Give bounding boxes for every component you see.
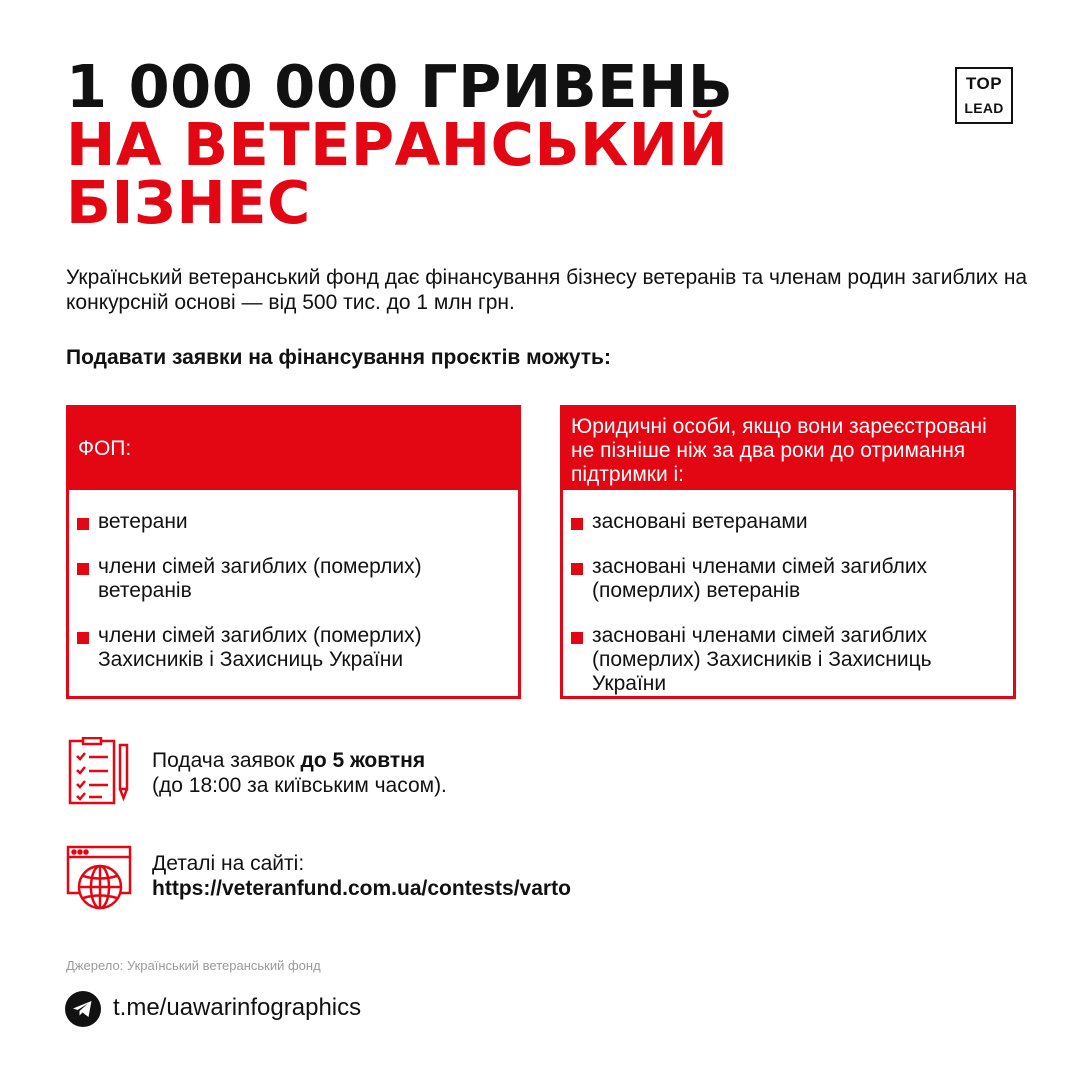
checklist-icon [68, 737, 130, 807]
details-url-link[interactable]: https://veteranfund.com.ua/contests/varto [152, 877, 571, 900]
intro-text: Український ветеранський фонд дає фінансування бізнесу ветеранів та членам родин загиблих на конкурсній основі — від 500 тис. до 1 млн грн. [66, 266, 1028, 314]
telegram-link[interactable]: t.me/uawarinfographics [113, 994, 362, 1021]
details-text [152, 851, 571, 901]
list-item: засновані членами сімей загиблих (померлих) ветеранів [571, 555, 1005, 603]
toplead-logo [955, 67, 1013, 124]
card-legal-entities [560, 405, 1016, 699]
details-label: Деталі на сайті: [152, 852, 305, 875]
eligibility-heading: Подавати заявки на фінансування проєктів можуть: [66, 346, 611, 369]
logo-bottom-text: LEAD [964, 100, 1004, 116]
card-fop-list [69, 490, 518, 672]
card-fop [66, 405, 521, 699]
card-legal-list [563, 490, 1013, 696]
source-note: Джерело: Український ветеранський фонд [66, 958, 321, 973]
logo-top-text: TOP [965, 74, 1003, 93]
title-line-1: 1 000 000 ГРИВЕНЬ [66, 52, 734, 121]
title-line-3: БІЗНЕС [66, 168, 311, 237]
deadline-prefix: Подача заявок [152, 749, 301, 772]
deadline-note: (до 18:00 за київським часом). [152, 774, 447, 797]
telegram-icon [65, 991, 101, 1027]
list-item: засновані ветеранами [571, 510, 1005, 534]
card-fop-header: ФОП: [69, 408, 518, 490]
list-item: члени сімей загиблих (померлих) Захисників і Захисниць України [77, 624, 510, 672]
list-item: ветерани [77, 510, 510, 534]
card-legal-header: Юридичні особи, якщо вони зареєстровані не пізніше ніж за два роки до отримання підтримки і: [563, 408, 1013, 490]
page-title [66, 52, 734, 237]
list-item: члени сімей загиблих (померлих) ветеранів [77, 555, 510, 603]
list-item: засновані членами сімей загиблих (померлих) Захисників і Захисниць України [571, 624, 1005, 696]
deadline-text [152, 748, 447, 798]
title-line-2: НА ВЕТЕРАНСЬКИЙ [66, 110, 729, 179]
deadline-date: до 5 жовтня [300, 749, 426, 772]
website-globe-icon [66, 845, 134, 911]
